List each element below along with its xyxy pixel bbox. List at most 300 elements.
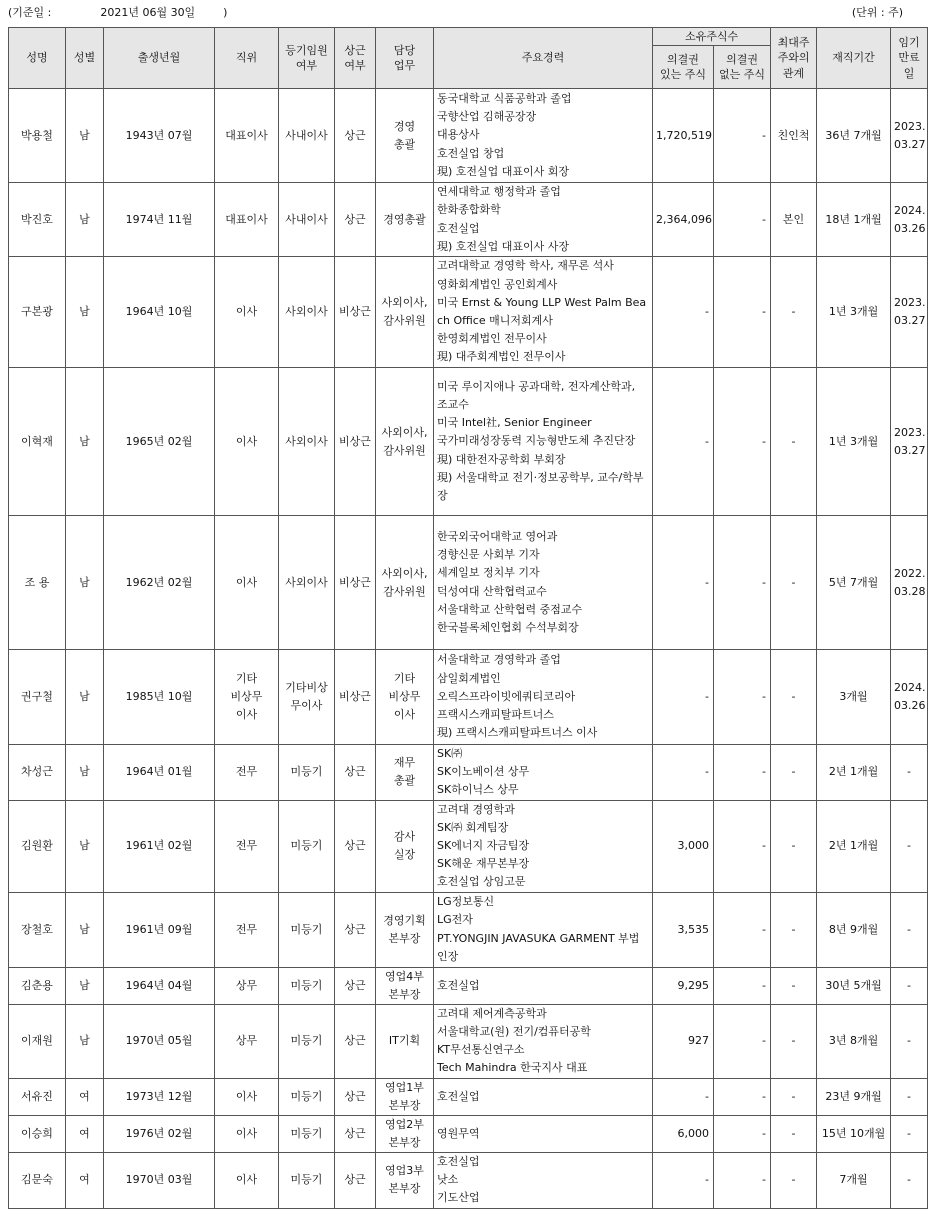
cell-registered-line: 미등기 xyxy=(290,839,323,853)
cell-registered xyxy=(279,800,335,892)
cell-position-line: 대표이사 xyxy=(225,128,268,142)
table-row xyxy=(9,183,928,257)
cell-term-line: - xyxy=(907,1126,911,1140)
cell-career-line: 영화회계법인 공인회계사 xyxy=(437,277,558,291)
cell-tenure: 8년 9개월 xyxy=(817,892,891,967)
table-row xyxy=(9,516,928,650)
table-body xyxy=(9,89,928,1209)
table-row xyxy=(9,892,928,967)
cell-gender: 여 xyxy=(66,1115,104,1152)
cell-position-line: 전무 xyxy=(235,839,258,853)
cell-position-line: 이사 xyxy=(235,434,258,448)
cell-registered-line: 사외이사 xyxy=(285,305,328,318)
header-tenure: 재직기간 xyxy=(817,28,891,89)
cell-birth: 1970년 03월 xyxy=(104,1152,215,1208)
cell-birth: 1964년 01월 xyxy=(104,745,215,801)
cell-term-line: - xyxy=(907,1089,911,1103)
cell-shares-nonvoting: - xyxy=(714,745,771,801)
cell-shares-voting: 2,364,096 xyxy=(653,183,714,257)
cell-relation: - xyxy=(771,1115,817,1152)
cell-career-line: 서울대학교 경영학과 졸업 xyxy=(437,653,561,667)
cell-career-line: 서울대학교 산학협력 중점교수 xyxy=(437,602,583,616)
cell-shares-nonvoting: - xyxy=(714,892,771,967)
cell-duty-line: 영업1부 xyxy=(385,1080,424,1094)
cell-career xyxy=(434,89,653,183)
cell-career-line: PT.YONGJIN JAVASUKA GARMENT 부법인장 xyxy=(437,931,640,963)
cell-fulltime xyxy=(335,800,376,892)
cell-shares-nonvoting: - xyxy=(714,1078,771,1115)
cell-duty-line: 사외이사, xyxy=(381,425,428,439)
cell-registered-line: 사외이사 xyxy=(285,434,328,448)
cell-fulltime xyxy=(335,89,376,183)
cell-birth: 1961년 09월 xyxy=(104,892,215,967)
cell-duty xyxy=(376,89,434,183)
base-date-line xyxy=(8,4,227,20)
cell-duty xyxy=(376,967,434,1004)
cell-birth: 1962년 02월 xyxy=(104,516,215,650)
cell-registered-line: 미등기 xyxy=(290,978,323,992)
cell-term-line: 2023. xyxy=(894,119,926,133)
cell-duty xyxy=(376,516,434,650)
cell-birth: 1961년 02월 xyxy=(104,800,215,892)
cell-fulltime xyxy=(335,745,376,801)
cell-fulltime xyxy=(335,892,376,967)
cell-registered xyxy=(279,892,335,967)
cell-gender: 남 xyxy=(66,892,104,967)
cell-tenure: 2년 1개월 xyxy=(817,745,891,801)
cell-duty-line: 영업2부 xyxy=(385,1117,424,1131)
cell-registered-line: 기타비상 xyxy=(285,681,328,694)
cell-position xyxy=(215,967,279,1004)
cell-name: 서유진 xyxy=(9,1078,66,1115)
cell-birth: 1943년 07월 xyxy=(104,89,215,183)
cell-term-line: - xyxy=(907,839,911,853)
cell-career-line: 現) 대주회계법인 전무이사 xyxy=(437,350,566,364)
cell-term xyxy=(891,1078,928,1115)
cell-career xyxy=(434,967,653,1004)
cell-gender: 남 xyxy=(66,516,104,650)
cell-relation: 친인척 xyxy=(771,89,817,183)
cell-relation: - xyxy=(771,1004,817,1078)
cell-duty-line: 비상무 xyxy=(388,690,421,703)
cell-position xyxy=(215,89,279,183)
cell-shares-nonvoting: - xyxy=(714,516,771,650)
cell-registered xyxy=(279,1078,335,1115)
cell-career-line: 호전실업 xyxy=(437,221,480,235)
cell-career-line: 덕성여대 산학협력교수 xyxy=(437,584,547,598)
cell-position xyxy=(215,1152,279,1208)
cell-duty xyxy=(376,745,434,801)
cell-birth: 1964년 04월 xyxy=(104,967,215,1004)
cell-relation: - xyxy=(771,967,817,1004)
cell-registered xyxy=(279,967,335,1004)
cell-birth: 1976년 02월 xyxy=(104,1115,215,1152)
header-career: 주요경력 xyxy=(434,28,653,89)
cell-position-line: 기타 xyxy=(235,672,258,685)
cell-gender: 남 xyxy=(66,183,104,257)
cell-position-line: 전무 xyxy=(235,922,258,936)
cell-career-line: 現) 서울대학교 전기·정보공학부, 교수/학부장 xyxy=(437,470,644,502)
cell-gender: 남 xyxy=(66,368,104,516)
cell-career xyxy=(434,368,653,516)
cell-career-line: 現) 대한전자공학회 부회장 xyxy=(437,452,566,466)
cell-term-line: 03.26 xyxy=(894,699,926,712)
cell-duty-line: 본부장 xyxy=(388,987,421,1001)
cell-position-line: 비상무 xyxy=(230,690,263,703)
cell-gender: 남 xyxy=(66,257,104,368)
unit-label: (단위 : 주) xyxy=(851,6,903,19)
cell-registered xyxy=(279,650,335,745)
cell-fulltime-line: 상근 xyxy=(344,128,366,142)
cell-career-line: 호전실업 상임고문 xyxy=(437,875,526,889)
cell-duty-line: 총괄 xyxy=(393,774,416,788)
cell-position-line: 상무 xyxy=(235,978,258,992)
cell-shares-voting: 3,000 xyxy=(653,800,714,892)
cell-career xyxy=(434,800,653,892)
cell-shares-voting: - xyxy=(653,650,714,745)
cell-term xyxy=(891,183,928,257)
cell-term xyxy=(891,892,928,967)
cell-fulltime xyxy=(335,1004,376,1078)
cell-duty-line: 본부장 xyxy=(388,931,421,945)
cell-birth: 1973년 12월 xyxy=(104,1078,215,1115)
cell-fulltime-line: 상근 xyxy=(344,978,366,992)
cell-term xyxy=(891,745,928,801)
cell-gender: 남 xyxy=(66,745,104,801)
cell-term-line: - xyxy=(907,765,911,779)
cell-name: 이승희 xyxy=(9,1115,66,1152)
cell-career xyxy=(434,516,653,650)
cell-fulltime xyxy=(335,257,376,368)
cell-career-line: 미국 Intel社, Senior Engineer xyxy=(437,416,592,430)
cell-gender: 여 xyxy=(66,1078,104,1115)
cell-position xyxy=(215,650,279,745)
cell-term-line: 03.28 xyxy=(894,584,926,598)
table-row xyxy=(9,967,928,1004)
cell-shares-nonvoting: - xyxy=(714,183,771,257)
cell-tenure: 5년 7개월 xyxy=(817,516,891,650)
cell-career-line: SK㈜ 회계팀장 xyxy=(437,820,509,834)
table-row xyxy=(9,1115,928,1152)
cell-term-line: - xyxy=(907,922,911,936)
cell-fulltime xyxy=(335,368,376,516)
cell-shares-nonvoting: - xyxy=(714,257,771,368)
header-fulltime: 상근 여부 xyxy=(335,28,376,89)
cell-duty xyxy=(376,1115,434,1152)
table-row xyxy=(9,89,928,183)
cell-term-line: 03.26 xyxy=(894,221,926,235)
cell-career-line: 한국외국어대학교 영어과 xyxy=(437,529,558,543)
cell-tenure: 23년 9개월 xyxy=(817,1078,891,1115)
header-position: 직위 xyxy=(215,28,279,89)
cell-fulltime-line: 상근 xyxy=(344,839,366,853)
cell-position-line: 대표이사 xyxy=(225,212,268,226)
cell-shares-voting: - xyxy=(653,516,714,650)
cell-duty-line: 감사위원 xyxy=(383,443,426,457)
cell-tenure: 1년 3개월 xyxy=(817,257,891,368)
cell-career-line: 경향신문 사회부 기자 xyxy=(437,548,540,562)
cell-term xyxy=(891,89,928,183)
cell-name: 김원환 xyxy=(9,800,66,892)
cell-gender: 남 xyxy=(66,650,104,745)
cell-tenure: 1년 3개월 xyxy=(817,368,891,516)
cell-career-line: 한화종합화학 xyxy=(437,203,501,217)
cell-career-line: 세계일보 정치부 기자 xyxy=(437,566,540,580)
cell-registered xyxy=(279,745,335,801)
cell-name: 장철호 xyxy=(9,892,66,967)
cell-gender: 남 xyxy=(66,1004,104,1078)
cell-position-line: 이사 xyxy=(235,305,258,318)
cell-shares-voting: - xyxy=(653,257,714,368)
cell-shares-voting: 1,720,519 xyxy=(653,89,714,183)
cell-birth: 1970년 05월 xyxy=(104,1004,215,1078)
cell-fulltime-line: 상근 xyxy=(344,212,366,226)
cell-career-line: 프랙시스캐피탈파트너스 xyxy=(437,708,554,722)
cell-shares-voting: 3,535 xyxy=(653,892,714,967)
header-birth: 출생년월 xyxy=(104,28,215,89)
cell-relation: - xyxy=(771,1078,817,1115)
cell-term-line: 2023. xyxy=(894,425,926,439)
cell-term xyxy=(891,967,928,1004)
cell-position-line: 전무 xyxy=(235,765,258,779)
cell-tenure: 3개월 xyxy=(817,650,891,745)
cell-fulltime-line: 비상근 xyxy=(339,575,371,589)
cell-tenure: 15년 10개월 xyxy=(817,1115,891,1152)
cell-position-line: 이사 xyxy=(235,1126,258,1140)
cell-name: 박진호 xyxy=(9,183,66,257)
cell-duty-line: 영업4부 xyxy=(385,969,424,983)
header-gender: 성별 xyxy=(66,28,104,89)
cell-duty xyxy=(376,1152,434,1208)
cell-fulltime-line: 상근 xyxy=(344,1173,366,1187)
cell-term-line: - xyxy=(907,978,911,992)
cell-duty xyxy=(376,183,434,257)
cell-name: 김춘용 xyxy=(9,967,66,1004)
cell-career-line: 동국대학교 식품공학과 졸업 xyxy=(437,91,572,105)
cell-career-line: 미국 Ernst & Young LLP West Palm Beach Office 매니저회계사 xyxy=(437,295,647,327)
cell-career xyxy=(434,1004,653,1078)
cell-fulltime-line: 상근 xyxy=(344,922,366,936)
cell-duty-line: 사외이사, xyxy=(381,296,428,309)
cell-duty-line: 본부장 xyxy=(388,1182,421,1196)
cell-term-line: 2023. xyxy=(894,296,926,309)
cell-relation: - xyxy=(771,650,817,745)
cell-duty-line: 본부장 xyxy=(388,1135,421,1149)
cell-name: 박용철 xyxy=(9,89,66,183)
cell-fulltime-line: 비상근 xyxy=(339,305,371,318)
cell-tenure: 7개월 xyxy=(817,1152,891,1208)
report-header xyxy=(8,4,903,20)
cell-career-line: 고려대학교 경영학 학사, 재무론 석사 xyxy=(437,259,614,273)
cell-registered-line: 사외이사 xyxy=(285,575,328,589)
header-shares-voting: 의결권 있는 주식 xyxy=(653,46,714,89)
cell-career xyxy=(434,892,653,967)
cell-name: 조 용 xyxy=(9,516,66,650)
cell-term-line: 2024. xyxy=(894,681,926,694)
cell-registered-line: 미등기 xyxy=(290,1126,323,1140)
cell-birth: 1964년 10월 xyxy=(104,257,215,368)
cell-career-line: SK에너지 자금팀장 xyxy=(437,839,530,853)
cell-relation: - xyxy=(771,368,817,516)
cell-position xyxy=(215,368,279,516)
cell-shares-voting: - xyxy=(653,368,714,516)
cell-relation: 본인 xyxy=(771,183,817,257)
cell-duty xyxy=(376,650,434,745)
cell-duty-line: 재무 xyxy=(393,756,416,770)
cell-fulltime-line: 비상근 xyxy=(339,690,371,703)
cell-shares-voting: 927 xyxy=(653,1004,714,1078)
cell-fulltime xyxy=(335,1078,376,1115)
cell-term-line: 03.27 xyxy=(894,137,926,151)
cell-shares-voting: - xyxy=(653,1152,714,1208)
cell-career-line: 기도산업 xyxy=(437,1191,480,1205)
cell-term-line: 03.27 xyxy=(894,443,926,457)
cell-position xyxy=(215,183,279,257)
cell-duty-line: 영업3부 xyxy=(385,1164,424,1178)
cell-duty-line: 본부장 xyxy=(388,1098,421,1112)
cell-registered xyxy=(279,183,335,257)
cell-career-line: 現) 호전실업 대표이사 회장 xyxy=(437,164,570,178)
cell-relation: - xyxy=(771,800,817,892)
cell-birth: 1985년 10월 xyxy=(104,650,215,745)
cell-fulltime xyxy=(335,967,376,1004)
executives-table xyxy=(8,27,928,1209)
cell-duty-line: 감사위원 xyxy=(383,314,426,327)
cell-position-line: 이사 xyxy=(235,575,258,589)
cell-tenure: 2년 1개월 xyxy=(817,800,891,892)
cell-shares-nonvoting: - xyxy=(714,1152,771,1208)
table-row xyxy=(9,800,928,892)
cell-registered xyxy=(279,1152,335,1208)
cell-shares-nonvoting: - xyxy=(714,89,771,183)
cell-duty-line: 기타 xyxy=(393,672,416,685)
cell-career xyxy=(434,1152,653,1208)
cell-position xyxy=(215,1004,279,1078)
cell-shares-nonvoting: - xyxy=(714,368,771,516)
cell-relation: - xyxy=(771,892,817,967)
cell-career-line: 한국블록체인협회 수석부회장 xyxy=(437,620,579,634)
cell-term-line: - xyxy=(907,1034,911,1048)
cell-term xyxy=(891,368,928,516)
cell-shares-nonvoting: - xyxy=(714,1115,771,1152)
cell-career-line: 대용상사 xyxy=(437,128,480,142)
cell-career xyxy=(434,650,653,745)
cell-fulltime xyxy=(335,183,376,257)
cell-duty-line: 감사위원 xyxy=(383,584,426,598)
table-row xyxy=(9,1152,928,1208)
cell-career-line: 연세대학교 행정학과 졸업 xyxy=(437,185,561,199)
cell-registered-line: 미등기 xyxy=(290,1034,323,1048)
cell-registered-line: 사내이사 xyxy=(285,128,328,142)
cell-career xyxy=(434,745,653,801)
cell-term xyxy=(891,516,928,650)
cell-career xyxy=(434,1078,653,1115)
cell-term xyxy=(891,257,928,368)
cell-name: 이재원 xyxy=(9,1004,66,1078)
cell-duty-line: 실장 xyxy=(393,848,416,862)
cell-career-line: KT무선통신연구소 xyxy=(437,1043,525,1057)
cell-duty xyxy=(376,1078,434,1115)
cell-registered-line: 미등기 xyxy=(290,765,323,779)
cell-career-line: 호전실업 xyxy=(437,1089,480,1103)
cell-position xyxy=(215,1078,279,1115)
table-row xyxy=(9,745,928,801)
table-row xyxy=(9,257,928,368)
header-term: 임기 만료일 xyxy=(891,28,928,89)
header-shares-nonvoting: 의결권 없는 주식 xyxy=(714,46,771,89)
cell-registered xyxy=(279,89,335,183)
cell-registered-line: 미등기 xyxy=(290,1173,323,1187)
cell-position xyxy=(215,1115,279,1152)
cell-name: 이혁재 xyxy=(9,368,66,516)
cell-career-line: LG전자 xyxy=(437,913,473,927)
cell-career-line: SK㈜ xyxy=(437,747,463,760)
cell-term-line: 2024. xyxy=(894,203,926,217)
cell-gender: 남 xyxy=(66,800,104,892)
cell-name: 권구철 xyxy=(9,650,66,745)
table-header xyxy=(9,28,928,89)
cell-registered xyxy=(279,1115,335,1152)
cell-duty xyxy=(376,1004,434,1078)
cell-duty-line: 경영 xyxy=(393,119,416,133)
base-date-close: ) xyxy=(223,6,228,19)
cell-career-line: 영원무역 xyxy=(437,1126,480,1140)
cell-career-line: 서울대학교(원) 전기/컴퓨터공학 xyxy=(437,1024,591,1038)
cell-position-line: 상무 xyxy=(235,1034,258,1048)
cell-duty-line: 경영기획 xyxy=(383,913,426,927)
cell-registered-line: 미등기 xyxy=(290,922,323,936)
cell-relation: - xyxy=(771,745,817,801)
table-row xyxy=(9,1078,928,1115)
cell-position-line: 이사 xyxy=(235,708,258,721)
cell-career-line: 국향산업 김해공장장 xyxy=(437,110,537,124)
base-date-label: (기준일 : xyxy=(8,6,52,19)
cell-tenure: 36년 7개월 xyxy=(817,89,891,183)
cell-registered xyxy=(279,368,335,516)
cell-term xyxy=(891,800,928,892)
cell-gender: 남 xyxy=(66,89,104,183)
cell-gender: 여 xyxy=(66,1152,104,1208)
cell-fulltime-line: 상근 xyxy=(344,765,366,779)
cell-registered-line: 사내이사 xyxy=(285,212,328,226)
cell-shares-voting: 9,295 xyxy=(653,967,714,1004)
cell-career-line: 국가미래성장동력 지능형반도체 추진단장 xyxy=(437,434,636,448)
cell-tenure: 3년 8개월 xyxy=(817,1004,891,1078)
cell-career xyxy=(434,1115,653,1152)
cell-tenure: 18년 1개월 xyxy=(817,183,891,257)
cell-career-line: 오릭스프라이빗에쿼티코리아 xyxy=(437,689,576,703)
cell-registered-line: 무이사 xyxy=(290,699,323,712)
cell-duty xyxy=(376,800,434,892)
header-name: 성명 xyxy=(9,28,66,89)
cell-relation: - xyxy=(771,257,817,368)
cell-term-line: 2022. xyxy=(894,566,926,580)
cell-shares-voting: 6,000 xyxy=(653,1115,714,1152)
cell-duty xyxy=(376,368,434,516)
cell-career-line: SK하이닉스 상무 xyxy=(437,783,519,797)
cell-career-line: 호전실업 창업 xyxy=(437,146,505,160)
cell-career-line: 삼일회계법인 xyxy=(437,671,501,685)
header-relation: 최대주 주와의 관계 xyxy=(771,28,817,89)
header-shares-group: 소유주식수 xyxy=(653,28,771,46)
cell-career-line: 고려대 경영학과 xyxy=(437,802,515,816)
cell-name: 차성근 xyxy=(9,745,66,801)
cell-fulltime xyxy=(335,516,376,650)
cell-duty xyxy=(376,892,434,967)
cell-registered-line: 미등기 xyxy=(290,1089,323,1103)
cell-shares-nonvoting: - xyxy=(714,1004,771,1078)
cell-name: 김문숙 xyxy=(9,1152,66,1208)
